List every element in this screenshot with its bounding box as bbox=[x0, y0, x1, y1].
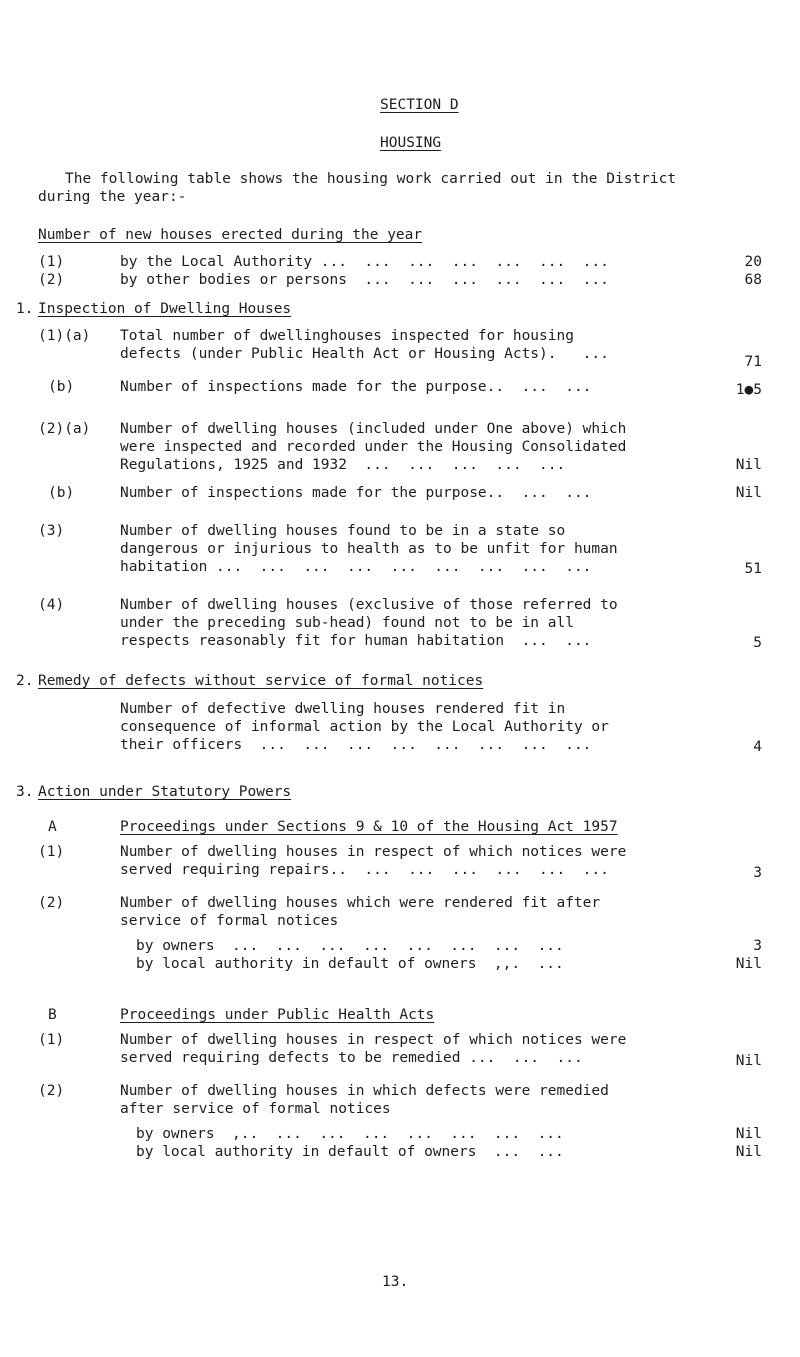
new-houses-row-2-label: (2) bbox=[38, 272, 65, 288]
item-1-2a-label: (2)(a) bbox=[38, 421, 91, 437]
item-1-4-line-3: respects reasonably fit for human habitation ... ... bbox=[120, 633, 592, 649]
part-a-item-2-owners-value: 3 bbox=[753, 938, 762, 954]
part-a-item-2-local-authority: by local authority in default of owners ,,. ... bbox=[136, 956, 564, 972]
part-b-heading: Proceedings under Public Health Acts bbox=[120, 1007, 435, 1023]
page-number: 13. bbox=[382, 1274, 409, 1290]
item-1-2a-line-2: were inspected and recorded under the Housing Consolidated bbox=[120, 439, 627, 455]
new-houses-row-1-text: by the Local Authority ... ... ... ... ... ... ... bbox=[120, 254, 609, 270]
part-a-item-1-value: 3 bbox=[753, 865, 762, 881]
section-2-number: 2. bbox=[16, 673, 34, 689]
item-1-2a-line-3: Regulations, 1925 and 1932 ... ... ... ... ... bbox=[120, 457, 566, 473]
part-b-item-2-owners-value: Nil bbox=[735, 1126, 762, 1142]
section-1-heading: Inspection of Dwelling Houses bbox=[38, 301, 292, 317]
item-1-2a-value: Nil bbox=[735, 457, 762, 473]
intro-line-1: The following table shows the housing work carried out in the District bbox=[65, 171, 677, 187]
part-b-item-2-line-1: Number of dwelling houses in which defects were remedied bbox=[120, 1083, 609, 1099]
part-a-item-1-line-1: Number of dwelling houses in respect of which notices were bbox=[120, 844, 627, 860]
part-b-item-1-line-1: Number of dwelling houses in respect of which notices were bbox=[120, 1032, 627, 1048]
new-houses-row-2-value: 68 bbox=[744, 272, 762, 288]
part-a-item-1-label: (1) bbox=[38, 844, 65, 860]
part-b-item-1-value: Nil bbox=[735, 1053, 762, 1069]
section-3-number: 3. bbox=[16, 784, 34, 800]
item-1-1a-line-2: defects (under Public Health Act or Housing Acts). ... bbox=[120, 346, 609, 362]
section-title: SECTION D bbox=[380, 97, 459, 113]
part-b-item-2-label: (2) bbox=[38, 1083, 65, 1099]
section-2-line-3: their officers ... ... ... ... ... ... ... ... bbox=[120, 737, 592, 753]
item-1-1b-line-1: Number of inspections made for the purpose.. ... ... bbox=[120, 379, 592, 395]
part-b-label: B bbox=[48, 1007, 57, 1023]
intro-line-2: during the year:- bbox=[38, 189, 187, 205]
item-1-4-value: 5 bbox=[753, 635, 762, 651]
item-1-1b-label: (b) bbox=[48, 379, 75, 395]
section-subtitle: HOUSING bbox=[380, 135, 442, 151]
item-1-1b-value: 1●5 bbox=[735, 382, 762, 398]
new-houses-row-1-label: (1) bbox=[38, 254, 65, 270]
item-1-3-label: (3) bbox=[38, 523, 65, 539]
section-2-value: 4 bbox=[753, 739, 762, 755]
part-a-item-2-label: (2) bbox=[38, 895, 65, 911]
section-3-heading: Action under Statutory Powers bbox=[38, 784, 292, 800]
item-1-3-line-2: dangerous or injurious to health as to be unfit for human bbox=[120, 541, 618, 557]
item-1-3-line-3: habitation ... ... ... ... ... ... ... ... ... bbox=[120, 559, 592, 575]
item-1-2a-line-1: Number of dwelling houses (included under One above) which bbox=[120, 421, 627, 437]
new-houses-row-2-text: by other bodies or persons ... ... ... ... ... ... bbox=[120, 272, 609, 288]
section-2-line-2: consequence of informal action by the Local Authority or bbox=[120, 719, 609, 735]
part-a-item-2-owners: by owners ... ... ... ... ... ... ... ... bbox=[136, 938, 564, 954]
part-b-item-1-label: (1) bbox=[38, 1032, 65, 1048]
part-a-item-1-line-2: served requiring repairs.. ... ... ... ... ... ... bbox=[120, 862, 609, 878]
item-1-4-line-2: under the preceding sub-head) found not to be in all bbox=[120, 615, 574, 631]
item-1-2b-line-1: Number of inspections made for the purpose.. ... ... bbox=[120, 485, 592, 501]
new-houses-row-1-value: 20 bbox=[744, 254, 762, 270]
part-a-item-2-local-authority-value: Nil bbox=[735, 956, 762, 972]
part-b-item-2-local-authority-value: Nil bbox=[735, 1144, 762, 1160]
part-b-item-2-owners: by owners ,.. ... ... ... ... ... ... ... bbox=[136, 1126, 564, 1142]
part-b-item-2-local-authority: by local authority in default of owners ... ... bbox=[136, 1144, 564, 1160]
item-1-1a-label: (1)(a) bbox=[38, 328, 91, 344]
part-a-item-2-line-1: Number of dwelling houses which were rendered fit after bbox=[120, 895, 601, 911]
item-1-3-line-1: Number of dwelling houses found to be in a state so bbox=[120, 523, 566, 539]
item-1-2b-label: (b) bbox=[48, 485, 75, 501]
item-1-3-value: 51 bbox=[744, 561, 762, 577]
item-1-1a-line-1: Total number of dwellinghouses inspected for housing bbox=[120, 328, 574, 344]
item-1-2b-value: Nil bbox=[735, 485, 762, 501]
part-a-label: A bbox=[48, 819, 57, 835]
new-houses-heading: Number of new houses erected during the year bbox=[38, 227, 423, 243]
part-a-heading: Proceedings under Sections 9 & 10 of the Housing Act 1957 bbox=[120, 819, 618, 835]
item-1-4-label: (4) bbox=[38, 597, 65, 613]
item-1-1a-value: 71 bbox=[744, 354, 762, 370]
section-2-heading: Remedy of defects without service of formal notices bbox=[38, 673, 484, 689]
section-1-number: 1. bbox=[16, 301, 34, 317]
item-1-4-line-1: Number of dwelling houses (exclusive of those referred to bbox=[120, 597, 618, 613]
section-2-line-1: Number of defective dwelling houses rendered fit in bbox=[120, 701, 566, 717]
part-b-item-2-line-2: after service of formal notices bbox=[120, 1101, 391, 1117]
part-b-item-1-line-2: served requiring defects to be remedied ... ... ... bbox=[120, 1050, 583, 1066]
part-a-item-2-line-2: service of formal notices bbox=[120, 913, 339, 929]
